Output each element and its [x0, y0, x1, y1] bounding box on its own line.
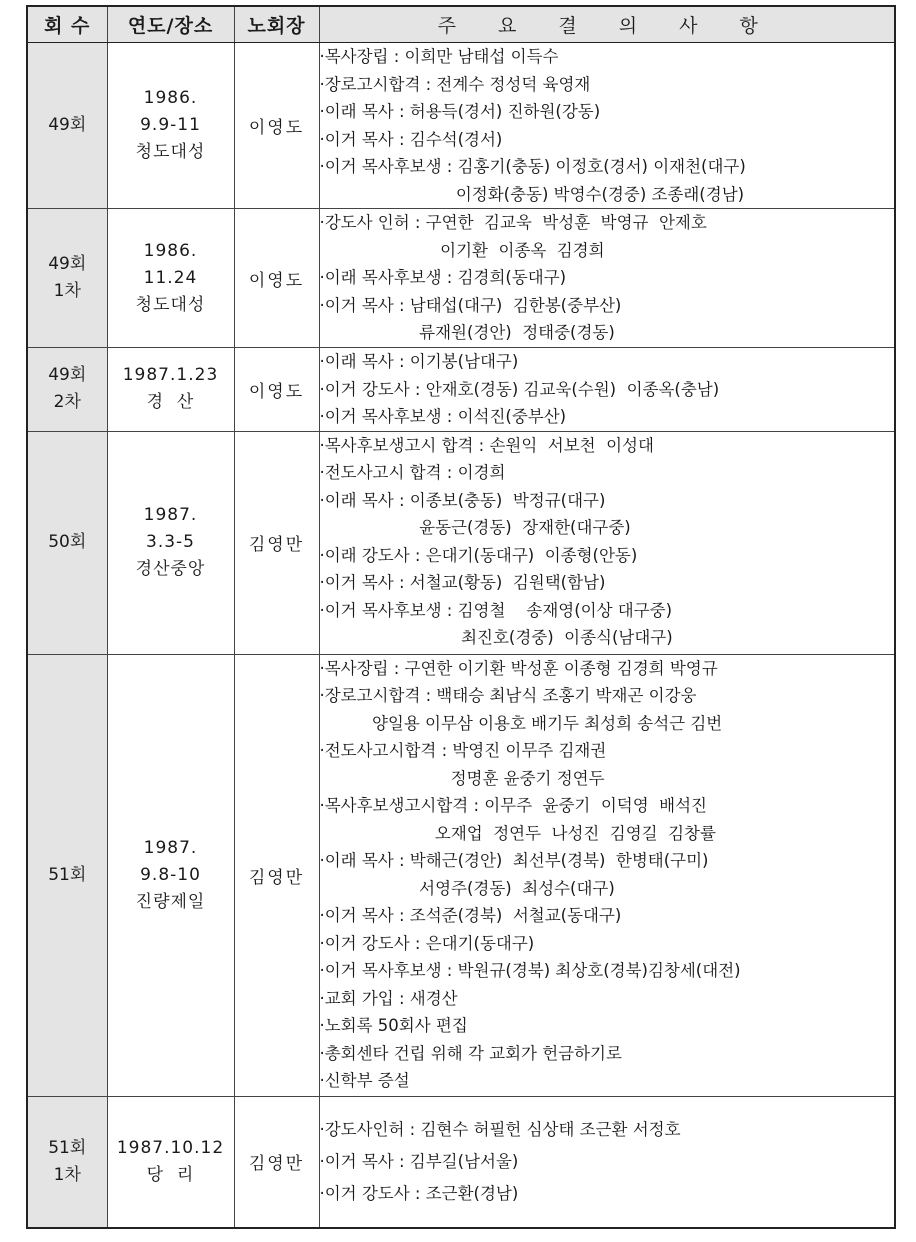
session-cell — [27, 431, 107, 654]
resolution-line: ·장로고시합격 : 전계수 정성덕 육영재 — [319, 74, 591, 94]
resolution-line: ·총회센타 건립 위해 각 교회가 헌금하기로 — [319, 1043, 622, 1063]
resolution-line: 양일용 이무삼 이용호 배기두 최성희 송석근 김번 — [319, 713, 723, 733]
resolution-line: ·이래 목사 : 이종보(충동) 박정규(대구) — [319, 490, 606, 510]
session-label: 49회 — [48, 115, 87, 135]
resolution-line: 정명훈 윤중기 정연두 — [319, 768, 605, 788]
resolution-line: ·이래 목사 : 이기봉(남대구) — [319, 352, 519, 371]
place-line: 청도대성 — [135, 142, 206, 162]
resolutions-cell — [319, 209, 895, 348]
resolutions-cell — [319, 348, 895, 432]
date-place-cell — [107, 43, 234, 209]
date-line: 1987. — [143, 505, 198, 525]
date-line: 1987.10.12 — [116, 1137, 225, 1158]
date-line: 1987. — [143, 837, 198, 858]
resolutions-cell — [319, 1096, 895, 1228]
resolution-line: 이정화(충동) 박영수(경중) 조종래(경남) — [319, 184, 745, 204]
header-row — [27, 6, 895, 43]
date-line: 3.3-5 — [146, 532, 195, 552]
place-line: 경산중앙 — [135, 559, 206, 579]
table-row — [27, 209, 895, 348]
session-cell — [27, 43, 107, 209]
moderator-cell: 이영도 — [234, 209, 319, 348]
resolution-line: 류재원(경안) 정태중(경동) — [319, 323, 615, 342]
resolution-line: ·이래 목사 : 박해근(경안) 최선부(경북) 한병태(구미) — [319, 851, 709, 870]
presbytery-minutes-table — [26, 5, 896, 1229]
moderator-cell: 이영도 — [234, 43, 319, 209]
table-row — [27, 654, 895, 1096]
resolution-line: ·목사장립 : 이희만 남태섭 이득수 — [319, 47, 559, 66]
resolution-line: ·전도사고시합격 : 박영진 이무주 김재권 — [319, 741, 607, 760]
resolution-line: ·이거 목사 : 조석준(경북) 서철교(동대구) — [319, 906, 622, 925]
table-row — [27, 1096, 895, 1228]
table-row — [27, 43, 895, 209]
date-line: 1987.1.23 — [122, 365, 219, 386]
resolution-line: ·이래 강도사 : 은대기(동대구) 이종형(안동) — [319, 545, 638, 565]
resolution-line: ·목사장립 : 구연한 이기환 박성훈 이종형 김경희 박영규 — [319, 658, 718, 678]
resolution-line: 윤동근(경동) 장재한(대구중) — [319, 518, 631, 537]
date-line: 9.8-10 — [140, 864, 201, 885]
moderator-cell: 김영만 — [234, 431, 319, 654]
resolution-line: ·이거 강도사 : 조근환(경남) — [319, 1183, 519, 1203]
resolution-line: ·이래 목사후보생 : 김경희(동대구) — [319, 268, 567, 287]
place-line: 경 산 — [146, 392, 195, 413]
resolution-line: ·목사후보생고시합격 : 이무주 윤중기 이덕영 배석진 — [319, 796, 707, 815]
resolution-line: ·이거 목사후보생 : 김홍기(충동) 이정호(경서) 이재천(대구) — [319, 157, 746, 176]
resolution-line: 이기환 이종옥 김경희 — [319, 240, 605, 260]
date-place-cell — [107, 654, 234, 1096]
resolution-line: ·이거 목사 : 서철교(황동) 김원택(함남) — [319, 573, 606, 592]
resolution-line: ·강도사인허 : 김현수 허필헌 심상태 조근환 서정호 — [319, 1119, 681, 1139]
resolutions-cell — [319, 654, 895, 1096]
session-label: 51회 — [48, 864, 87, 885]
resolutions-cell — [319, 431, 895, 654]
session-label: 50회 — [48, 532, 87, 552]
resolution-line: ·장로고시합격 : 백태승 최남식 조홍기 박재곤 이강웅 — [319, 686, 697, 705]
resolution-line: ·이거 목사후보생 : 김영철 송재영(이상 대구중) — [319, 600, 673, 620]
resolution-line: ·이거 목사후보생 : 이석진(중부산) — [319, 407, 567, 426]
resolution-line: ·이거 강도사 : 안재호(경동) 김교욱(수원) 이종옥(충남) — [319, 379, 720, 399]
session-cell — [27, 348, 107, 432]
date-line: 1986. — [143, 240, 198, 261]
resolution-line: ·신학부 증설 — [319, 1071, 410, 1090]
table-row — [27, 348, 895, 432]
session-sub-label: 1차 — [53, 1164, 81, 1185]
resolution-line: ·이거 목사 : 남태섭(대구) 김한봉(중부산) — [319, 295, 622, 315]
session-label: 49회 — [48, 365, 87, 386]
header-date-place: 연도/장소 — [107, 6, 234, 43]
session-cell — [27, 654, 107, 1096]
resolution-line: ·이거 강도사 : 은대기(동대구) — [319, 933, 535, 953]
resolution-line: ·전도사고시 합격 : 이경희 — [319, 463, 506, 482]
resolutions-cell — [319, 43, 895, 209]
session-sub-label: 1차 — [53, 281, 81, 301]
resolution-line: ·교회 가입 : 새경산 — [319, 988, 458, 1008]
resolution-line: ·이거 목사 : 김수석(경서) — [319, 129, 503, 149]
session-cell — [27, 209, 107, 348]
resolution-line: ·이거 목사후보생 : 박원규(경북) 최상호(경북)김창세(대전) — [319, 961, 741, 980]
date-place-cell — [107, 1096, 234, 1228]
place-line: 청도대성 — [135, 294, 206, 315]
date-line: 9.9-11 — [140, 115, 201, 135]
header-session: 회 수 — [27, 6, 107, 43]
place-line: 진량제일 — [135, 891, 206, 912]
resolution-line: 최진호(경중) 이종식(남대구) — [319, 628, 673, 647]
date-line: 11.24 — [143, 267, 198, 288]
resolution-line: ·이래 목사 : 허용득(경서) 진하원(강동) — [319, 102, 601, 121]
session-cell — [27, 1096, 107, 1228]
date-place-cell — [107, 209, 234, 348]
date-line: 1986. — [143, 88, 198, 108]
date-place-cell — [107, 431, 234, 654]
session-label: 51회 — [48, 1137, 87, 1158]
resolution-line: 서영주(경동) 최성수(대구) — [319, 878, 615, 898]
moderator-cell: 이영도 — [234, 348, 319, 432]
table-row — [27, 431, 895, 654]
resolution-line: ·목사후보생고시 합격 : 손원익 서보천 이성대 — [319, 435, 654, 455]
header-resolutions: 주 요 결 의 사 항 — [319, 6, 895, 43]
moderator-cell: 김영만 — [234, 1096, 319, 1228]
header-moderator: 노회장 — [234, 6, 319, 43]
place-line: 당 리 — [146, 1164, 195, 1185]
resolution-line: ·노회록 50회사 편집 — [319, 1016, 468, 1035]
resolution-line: ·강도사 인허 : 구연한 김교욱 박성훈 박영규 안제호 — [319, 213, 707, 232]
moderator-cell: 김영만 — [234, 654, 319, 1096]
session-sub-label: 2차 — [53, 392, 81, 413]
resolution-line: 오재업 정연두 나성진 김영길 김창률 — [319, 823, 716, 843]
resolution-line: ·이거 목사 : 김부길(남서울) — [319, 1151, 519, 1171]
date-place-cell — [107, 348, 234, 432]
session-label: 49회 — [48, 254, 87, 274]
